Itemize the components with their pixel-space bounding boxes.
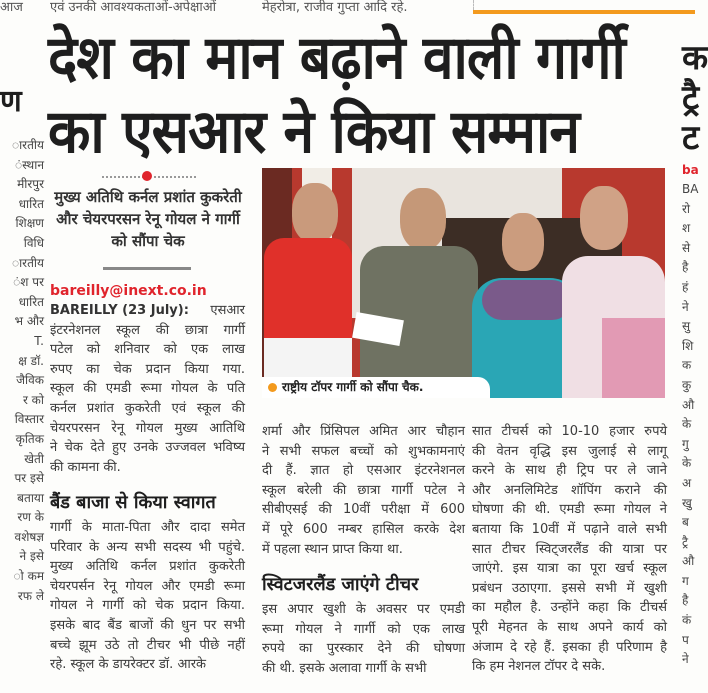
text-line: के: [682, 417, 692, 432]
text-line: कर्नल प्रशांत कुकरेती एवं स्कूल की: [50, 400, 245, 416]
left-fragment-column: [0, 136, 44, 606]
text-line: स्कूल बरेली की छात्रा गार्गी पटेल ने: [262, 482, 465, 498]
text-line: मुख्य अतिथि कर्नल प्रशांत कुकरेती: [50, 559, 245, 575]
text-line: रूमा गोयल ने गार्गी को एक लाख: [262, 621, 465, 637]
text-line: अंजाम दे रहे हैं. इसका ही परिणाम है: [472, 639, 667, 655]
column-1-body: [50, 321, 245, 478]
text-line: औ: [682, 554, 695, 569]
text-line: शर्मा और प्रिंसिपल अमित आर चौहान: [262, 424, 465, 439]
text-line: सात टीचर्स को 10-10 हजार रुपये: [472, 424, 667, 439]
text-line: एसआर: [210, 303, 245, 318]
byline-email[interactable]: bareilly@inext.co.in: [50, 283, 207, 299]
text-line: गार्गी के माता-पिता और दादा समेत: [50, 520, 245, 535]
text-line: सीबीएसई की 10वीं परीक्षा में 600: [262, 502, 465, 518]
orange-rule: [473, 10, 695, 14]
text-line: खु: [682, 495, 692, 510]
text-line: जैविक: [16, 373, 44, 388]
text-line: में पहला स्थान प्राप्त किया था.: [262, 541, 403, 557]
top-fragment-right: मेहरोत्रा, राजीव गुप्ता आदि रहे.: [262, 0, 408, 15]
text-line: बताया: [17, 490, 44, 505]
text-line: विधि: [23, 235, 44, 250]
text-line: र को: [22, 392, 44, 407]
deck-divider-left: [102, 176, 144, 178]
text-line: कि हम नेशनल टॉपर दे सके.: [472, 659, 606, 675]
text-line: ंश पर: [13, 275, 44, 290]
text-line: ारतीय: [11, 255, 44, 270]
top-fragment-mid: एवं उनकी आवश्यकताओं-अपेक्षाओं: [50, 0, 216, 15]
text-line: बच्चे झूम उठे तो टीचर भी पीछे नहीं: [50, 637, 245, 653]
text-line: बताया कि 10वीं में पढ़ाने वाले सभी: [472, 521, 667, 537]
headline-line-2: का एसआर ने किया सम्मान: [48, 97, 580, 167]
text-line: ने चेक देते हुए उनके उज्जवल भविष्य: [50, 440, 245, 456]
text-line: ब: [682, 515, 689, 530]
text-line: पर इसे: [14, 471, 44, 486]
text-line: इंटरनेशनल स्कूल की छात्रा गार्गी: [50, 322, 245, 338]
text-line: ने: [682, 299, 689, 314]
text-line: ट: [682, 118, 700, 158]
column-1-body-b: [50, 518, 245, 675]
dateline-row: [50, 301, 245, 321]
text-line: गु: [682, 436, 689, 451]
text-line: ारतीय: [11, 138, 44, 152]
text-line: है: [682, 260, 689, 275]
text-line: सात टीचर स्विट्जरलैंड की यात्रा पर: [472, 541, 667, 557]
text-line: ने सभी सफल बच्चों को शुभकामनाएं: [262, 443, 465, 459]
text-line: जाएंगे. इस यात्रा का पूरा खर्च स्कूल: [472, 561, 667, 577]
text-line: T.: [34, 333, 44, 348]
news-photo: [262, 168, 665, 398]
text-line: रफ ले: [17, 588, 44, 603]
text-line: की थी. इसके अलावा गार्गी के सभी: [262, 660, 427, 676]
subhead-band-baja: बैंड बाजा से किया स्वागत: [50, 492, 216, 513]
text-line: के: [682, 456, 692, 471]
text-line: ग: [682, 573, 689, 588]
text-line: क: [682, 358, 692, 373]
text-line: प्रबंधन उठाएगा. इससे सभी में खुशी: [472, 580, 667, 596]
text-line: शिक्षण: [15, 216, 44, 231]
dateline: BAREILLY (23 July):: [50, 303, 189, 318]
text-line: है: [682, 593, 689, 608]
adjacent-box: [473, 0, 696, 10]
text-line: रण के: [17, 510, 44, 525]
text-line: भ और: [14, 314, 44, 329]
text-line: धारित: [18, 294, 44, 309]
text-line: दी हैं. ज्ञात हो एसआर इंटरनेशनल: [262, 463, 465, 479]
text-line: रहे. स्कूल के डायरेक्टर डॉ. आरके: [50, 657, 207, 673]
red-dot-icon: [142, 171, 152, 181]
column-2-body-b: [262, 600, 465, 678]
text-line: क्ष डॉ.: [18, 353, 44, 368]
text-line: ंस्थान: [15, 157, 44, 172]
text-line: चेयरपर्सन रेनू गोयल और एमडी रूमा: [50, 578, 245, 594]
text-line: ो कम: [13, 569, 44, 584]
text-line: शि: [682, 338, 694, 353]
text-line: श: [682, 221, 691, 236]
text-line: हं: [682, 279, 689, 294]
text-line: और अनलिमिटेड शॉपिंग कराने की: [472, 482, 667, 498]
right-fragment-heading: [682, 38, 708, 158]
text-line: चेयरपरसन रेनू गोयल मुख्य आतिथि: [50, 420, 245, 436]
text-line: से: [682, 240, 691, 255]
text-line: रो: [682, 201, 691, 216]
text-line: कु: [682, 377, 692, 392]
text-line: खेती: [24, 451, 44, 466]
text-line: इसके बाद बैंड बाजों की धुन पर सभी: [50, 617, 245, 633]
text-line: मीरपुर: [17, 177, 44, 192]
caption-bullet-icon: [268, 383, 277, 392]
text-line: औ: [682, 397, 695, 412]
text-line: रुपये का पुरस्कार देने की घोषणा: [262, 641, 465, 657]
text-line: सु: [682, 319, 691, 334]
column-2-body: [262, 422, 465, 559]
text-line: ट्रै: [682, 78, 700, 118]
headline-line-1: देश का मान बढ़ाने वाली गार्गी: [48, 23, 625, 93]
text-line: घोषणा की थी. एमडी रूमा गोयल ने: [472, 502, 667, 518]
text-line: धारित: [18, 196, 44, 211]
text-line: क: [682, 38, 708, 78]
subhead-switzerland: स्विटजरलैंड जाएंगे टीचर: [262, 574, 419, 595]
photo-caption: राष्ट्रीय टॉपर गार्गी को सौंपा चैक.: [282, 380, 424, 394]
text-line: की कामना की.: [50, 459, 121, 475]
text-line: स्कूल की एमडी रूमा गोयल के पति: [50, 381, 245, 397]
text-line: वशेषज्ञ: [14, 529, 44, 544]
text-line: अ: [682, 475, 692, 490]
text-line: विस्तार: [14, 412, 44, 427]
text-line: पूरी मेहनत के साथ अपने कार्य को: [472, 619, 667, 635]
text-line: रुपए का चेक प्रदान किया गया.: [50, 361, 245, 377]
deck-divider-right: [154, 176, 196, 178]
text-line: में पूरे 600 नम्बर हासिल करके देश: [262, 521, 465, 537]
text-line: गोयल ने गार्गी को चेक प्रदान किया.: [50, 598, 245, 614]
deck-rule: [103, 267, 191, 270]
right-fragment-column: [682, 180, 702, 670]
text-line: की वेतन वृद्धि इस जुलाई से लागू: [472, 443, 667, 459]
deck-subheadline: मुख्य अतिथि कर्नल प्रशांत कुकरेती और चेयरपरसन रेनू गोयल ने गार्गी को सौंपा चेक: [54, 188, 242, 250]
text-line: प: [682, 632, 689, 647]
text-line: ने इसे: [19, 549, 44, 564]
text-line: पटेल को शनिवार को एक लाख: [50, 342, 245, 358]
text-line: ने: [682, 652, 689, 667]
text-line: करने के साथ ही ट्रिप पर ले जाने: [472, 463, 667, 479]
top-fragment-left: आज: [0, 0, 23, 15]
text-line: BA: [682, 182, 699, 196]
text-line: इस अपार खुशी के अवसर पर एमडी: [262, 602, 465, 617]
column-3-body: [472, 422, 667, 677]
text-line: का महौल है. उन्होंने कहा कि टीचर्स: [472, 600, 667, 616]
text-line: कं: [682, 613, 692, 628]
text-line: परिवार के अन्य सभी सदस्य भी पहुंचे.: [50, 539, 245, 555]
right-fragment-email: ba: [682, 163, 699, 177]
left-fragment-heading: ण: [0, 84, 22, 119]
text-line: ट्रै: [682, 534, 689, 549]
text-line: कृतिक: [15, 431, 44, 446]
